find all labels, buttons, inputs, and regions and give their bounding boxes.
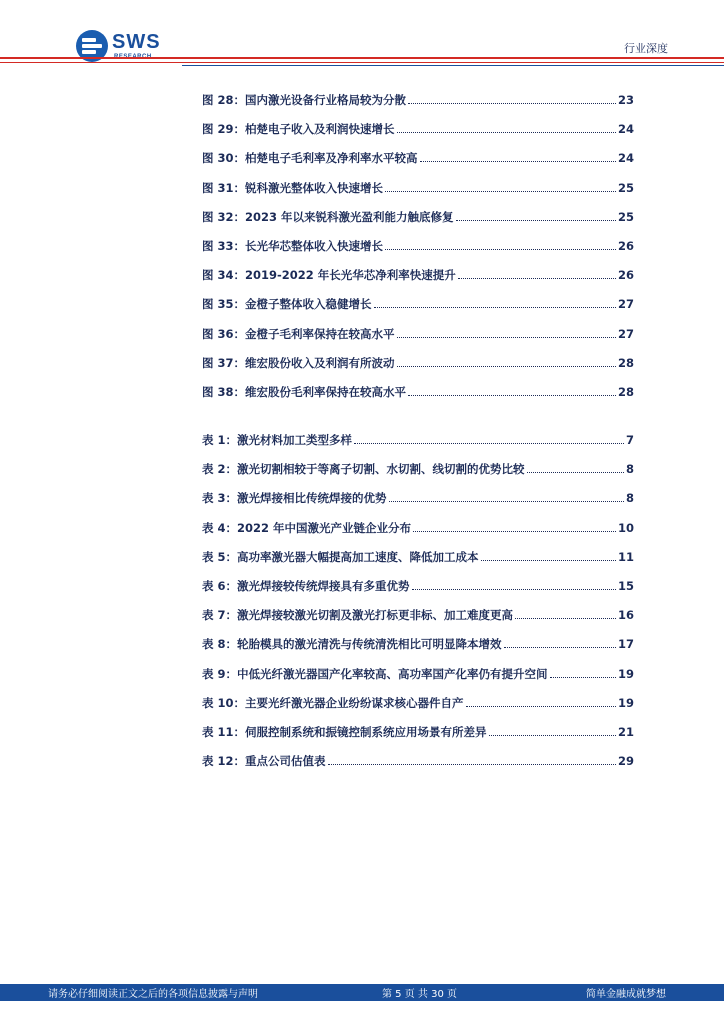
company-logo (76, 30, 176, 66)
footer-slogan: 简单金融成就梦想 (586, 989, 666, 1000)
dot-leader (412, 581, 616, 590)
table-entry-page: 8 (625, 491, 634, 506)
figure-entry[interactable] (202, 326, 634, 355)
figure-entry[interactable] (202, 384, 634, 413)
dot-leader (527, 464, 624, 473)
table-entry-page: 10 (617, 520, 634, 535)
dot-leader (550, 669, 616, 678)
page-number: 第 5 页 共 30 页 (382, 989, 457, 1000)
dot-leader (458, 270, 616, 279)
figure-entry-label: 图 36：金橙子毛利率保持在较高水平 (202, 326, 395, 341)
figure-entry-label: 图 33：长光华芯整体收入快速增长 (202, 238, 384, 253)
figure-entry-label: 图 30：柏楚电子毛利率及净利率水平较高 (202, 151, 418, 166)
figure-entry[interactable] (202, 121, 634, 150)
figure-entry-page: 28 (617, 384, 634, 399)
header-rule-blue (182, 65, 724, 66)
table-entry-page: 17 (617, 637, 634, 652)
table-entry[interactable] (202, 753, 634, 782)
table-entry-label: 表 11：伺服控制系统和振镜控制系统应用场景有所差异 (202, 724, 487, 739)
figure-entry-label: 图 32：2023 年以来锐科激光盈利能力触底修复 (202, 209, 454, 224)
dot-leader (397, 358, 616, 367)
table-entry-page: 7 (625, 433, 634, 448)
dot-leader (374, 299, 616, 308)
table-entry-label: 表 4：2022 年中国激光产业链企业分布 (202, 520, 412, 535)
table-of-contents (202, 92, 634, 782)
table-entry-page: 8 (625, 462, 634, 477)
dot-leader (456, 212, 616, 221)
figure-entry-label: 图 35：金橙子整体收入稳健增长 (202, 297, 372, 312)
dot-leader (466, 698, 616, 707)
figure-entry-label: 图 38：维宏股份毛利率保持在较高水平 (202, 384, 407, 399)
figure-entry-label: 图 37：维宏股份收入及利润有所波动 (202, 355, 395, 370)
table-entry-page: 29 (617, 754, 634, 769)
dot-leader (389, 493, 624, 502)
figure-entry[interactable] (202, 92, 634, 121)
table-entry[interactable] (202, 490, 634, 519)
dot-leader (515, 610, 616, 619)
figure-entry-label: 图 29：柏楚电子收入及利润快速增长 (202, 122, 395, 137)
dot-leader (504, 639, 616, 648)
figure-entry-page: 28 (617, 355, 634, 370)
dot-leader (413, 523, 616, 532)
table-entry[interactable] (202, 724, 634, 753)
dot-leader (385, 241, 616, 250)
table-entry-label: 表 3：激光焊接相比传统焊接的优势 (202, 491, 387, 506)
figure-list (202, 92, 634, 413)
table-entry[interactable] (202, 520, 634, 549)
figure-entry-page: 23 (617, 93, 634, 107)
table-entry-label: 表 8：轮胎模具的激光清洗与传统清洗相比可明显降本增效 (202, 637, 502, 652)
dot-leader (481, 552, 616, 561)
table-entry[interactable] (202, 432, 634, 461)
table-entry-page: 21 (617, 724, 634, 739)
dot-leader (408, 95, 616, 104)
figure-entry-label: 图 28：国内激光设备行业格局较为分散 (202, 93, 407, 107)
table-entry-label: 表 9：中低光纤激光器国产化率较高、高功率国产化率仍有提升空间 (202, 666, 548, 681)
table-entry[interactable] (202, 461, 634, 490)
table-entry-page: 15 (617, 579, 634, 593)
figure-entry-page: 26 (617, 268, 634, 283)
table-entry[interactable] (202, 607, 634, 636)
figure-entry-page: 27 (617, 326, 634, 341)
table-entry-label: 表 1：激光材料加工类型多样 (202, 433, 353, 448)
figure-entry-page: 24 (617, 151, 634, 166)
table-list (202, 432, 634, 782)
header-rule-red-thin (0, 62, 724, 63)
figure-entry[interactable] (202, 150, 634, 179)
table-entry-label: 表 12：重点公司估值表 (202, 754, 326, 769)
figure-entry[interactable] (202, 180, 634, 209)
dot-leader (328, 756, 616, 765)
figure-entry[interactable] (202, 267, 634, 296)
table-entry-page: 16 (617, 608, 634, 623)
footer-disclaimer: 请务必仔细阅读正文之后的各项信息披露与声明 (48, 989, 258, 1000)
figure-entry-page: 25 (617, 180, 634, 195)
figure-entry-page: 27 (617, 297, 634, 312)
figure-entry[interactable] (202, 355, 634, 384)
dot-leader (385, 183, 616, 192)
figure-entry[interactable] (202, 238, 634, 267)
dot-leader (397, 124, 616, 133)
dot-leader (354, 435, 624, 444)
table-entry-label: 表 6：激光焊接较传统焊接具有多重优势 (202, 579, 410, 593)
header-rule-red (0, 57, 724, 59)
table-entry[interactable] (202, 636, 634, 665)
figure-entry-label: 图 31：锐科激光整体收入快速增长 (202, 180, 384, 195)
figure-entry-label: 图 34：2019-2022 年长光华芯净利率快速提升 (202, 268, 456, 283)
dot-leader (408, 387, 616, 396)
dot-leader (397, 328, 616, 337)
figure-entry-page: 26 (617, 238, 634, 253)
figure-entry-page: 24 (617, 122, 634, 137)
section-tag: 行业深度 (624, 42, 668, 55)
dot-leader (489, 727, 616, 736)
table-entry[interactable] (202, 549, 634, 578)
dot-leader (420, 153, 616, 162)
table-entry[interactable] (202, 578, 634, 607)
table-entry-page: 19 (617, 666, 634, 681)
table-entry-label: 表 5：高功率激光器大幅提高加工速度、降低加工成本 (202, 549, 479, 564)
table-entry-page: 19 (617, 695, 634, 710)
figure-entry[interactable] (202, 209, 634, 238)
figure-entry-page: 25 (617, 209, 634, 224)
logo-text: SWS (112, 31, 161, 53)
table-entry-label: 表 7：激光焊接较激光切割及激光打标更非标、加工难度更高 (202, 608, 514, 623)
figure-entry[interactable] (202, 296, 634, 325)
table-entry[interactable] (202, 666, 634, 695)
table-entry-label: 表 2：激光切割相较于等离子切割、水切割、线切割的优势比较 (202, 462, 525, 477)
table-entry-page: 11 (617, 549, 634, 564)
table-entry[interactable] (202, 695, 634, 724)
table-entry-label: 表 10：主要光纤激光器企业纷纷谋求核心器件自产 (202, 695, 464, 710)
list-gap (202, 413, 634, 432)
